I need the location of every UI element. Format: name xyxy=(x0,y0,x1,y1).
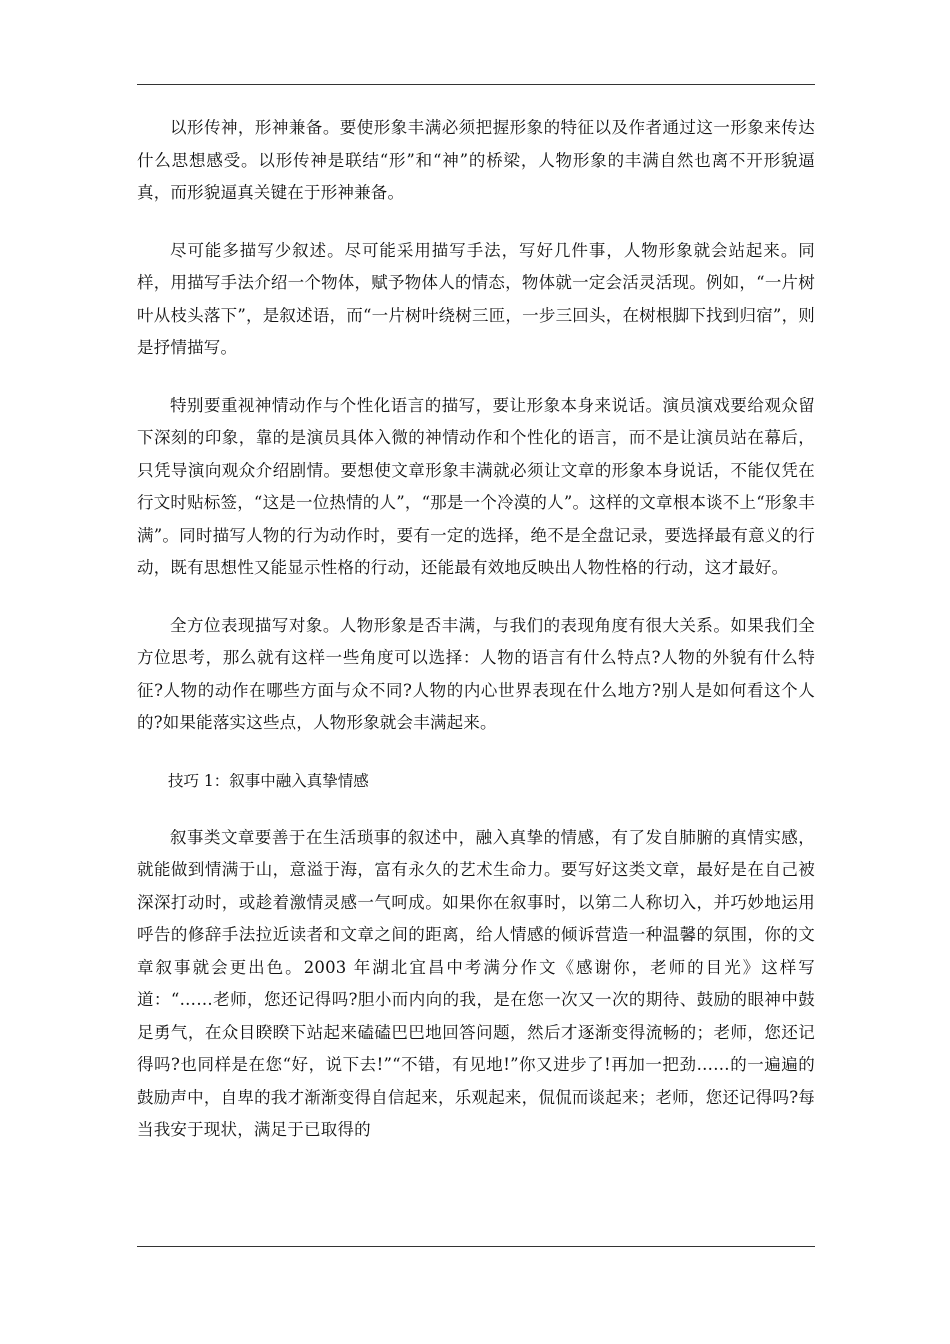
paragraph-describe-more: 尽可能多描写少叙述。尽可能采用描写手法，写好几件事，人物形象就会站起来。同样，用描写手法介绍一个物体，赋予物体人的情态，物体就一定会活灵活现。例如，“一片树叶从枝头落下”，是叙述语，而“一片树叶绕树三匝，一步三回头，在树根脚下找到归宿”，则是抒情描写。 xyxy=(137,240,815,357)
page-body xyxy=(137,112,815,1147)
paragraph-expression-and-language: 特别要重视神情动作与个性化语言的描写，要让形象本身来说话。演员演戏要给观众留下深刻的印象，靠的是演员具体入微的神情动作和个性化的语言，而不是让演员站在幕后，只凭导演向观众介绍剧情。要想使文章形象丰满就必须让文章的形象本身说话，不能仅凭在行文时贴标签，“这是一位热情的人”，“那是一个冷漠的人”。这样的文章根本谈不上“形象丰满”。同时描写人物的行为动作时，要有一定的选择，绝不是全盘记录，要选择最有意义的行动，既有思想性又能显示性格的行动，还能最有效地反映出人物性格的行动，这才最好。 xyxy=(137,395,815,577)
paragraph-form-and-spirit: 以形传神，形神兼备。要使形象丰满必须把握形象的特征以及作者通过这一形象来传达什么思想感受。以形传神是联结“形”和“神”的桥梁，人物形象的丰满自然也离不开形貌逼真，而形貌逼真关键在于形神兼备。 xyxy=(137,118,815,202)
paragraph-all-aspects: 全方位表现描写对象。人物形象是否丰满，与我们的表现角度有很大关系。如果我们全方位思考，那么就有这样一些角度可以选择：人物的语言有什么特点?人物的外貌有什么特征?人物的动作在哪些方面与众不同?人物的内心世界表现在什么地方?别人是如何看这个人的?如果能落实这些点，人物形象就会丰满起来。 xyxy=(137,615,815,732)
footer-rule xyxy=(137,1246,815,1247)
header-rule xyxy=(137,84,815,85)
paragraph-narrative-emotion: 叙事类文章要善于在生活琐事的叙述中，融入真挚的情感，有了发自肺腑的真情实感，就能做到情满于山，意溢于海，富有永久的艺术生命力。要写好这类文章，最好是在自己被深深打动时，或趁着激情灵感一气呵成。如果你在叙事时，以第二人称切入，并巧妙地运用呼告的修辞手法拉近读者和文章之间的距离，给人情感的倾诉营造一种温馨的氛围，你的文章叙事就会更出色。2003 年湖北宜昌中考满分作文《感谢你，老师的目光》这样写道：“……老师，您还记得吗?胆小而内向的我，是在您一次又一次的期待、鼓励的眼神中鼓足勇气，在众目睽睽下站起来磕磕巴巴地回答问题，然后才逐渐变得流畅的；老师，您还记得吗?也同样是在您“好，说下去!”“不错，有见地!”你又进步了!再加一把劲……的一遍遍的鼓励声中，自卑的我才渐渐变得自信起来，乐观起来，侃侃而谈起来；老师，您还记得吗?每当我安于现状，满足于已取得的 xyxy=(137,827,815,1139)
section-heading: 技巧 1：叙事中融入真挚情感 xyxy=(168,771,369,790)
